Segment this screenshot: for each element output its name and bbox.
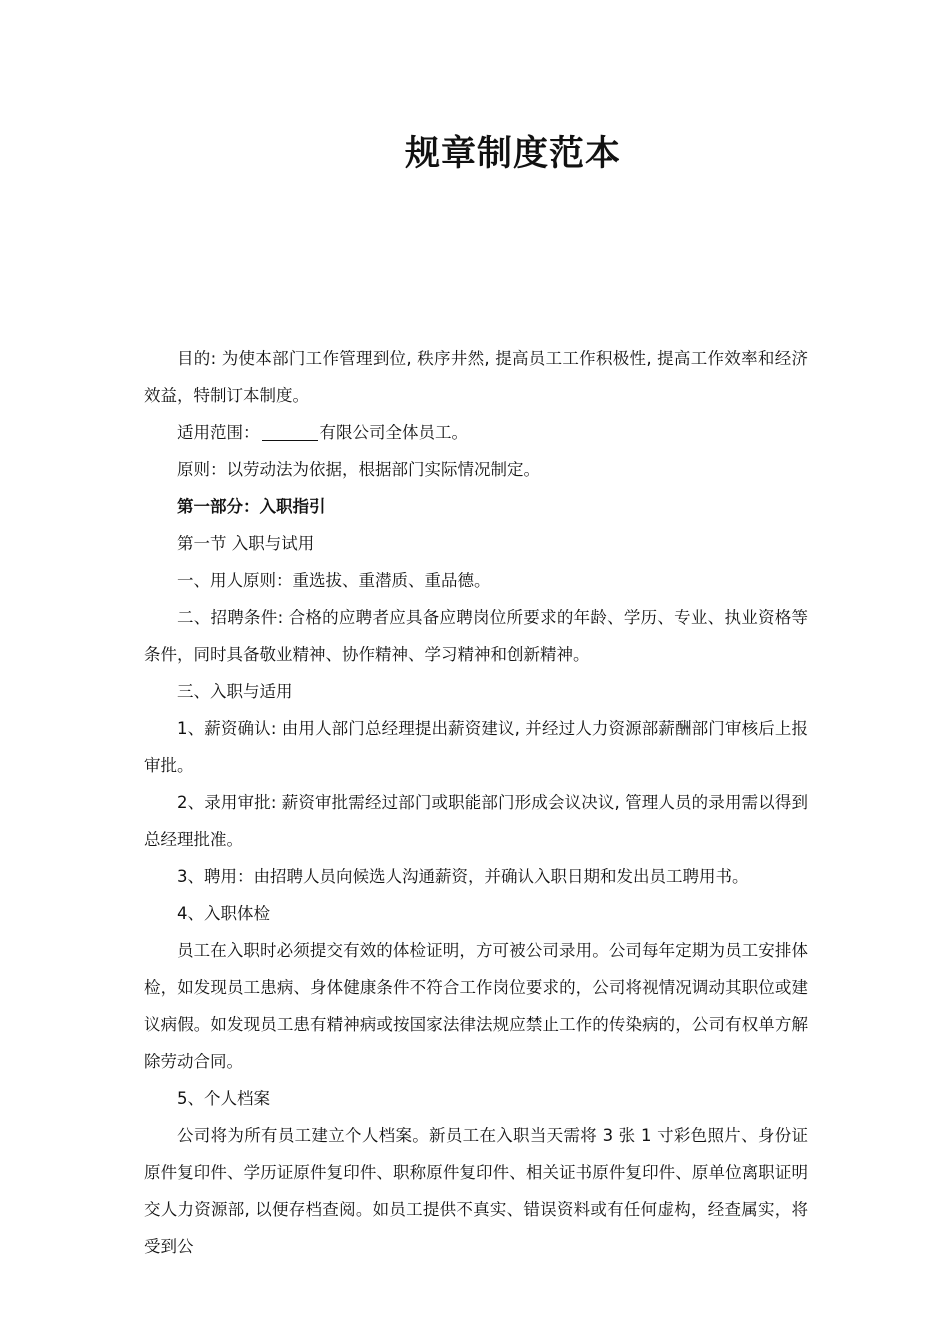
section1-heading: 第一节 入职与试用 bbox=[177, 534, 315, 553]
scope-suffix: 有限公司全体员工。 bbox=[319, 423, 468, 442]
purpose-paragraph: 目的: 为使本部门工作管理到位, 秩序井然, 提高员工工作积极性, 提高工作效率和经济效益，特制订本制度。 bbox=[144, 349, 808, 405]
scope-paragraph bbox=[144, 414, 808, 451]
sub-personal-file: 5、个人档案 bbox=[177, 1089, 270, 1108]
item-onboarding: 三、入职与适用 bbox=[177, 682, 293, 701]
sub-medical-exam: 4、入职体检 bbox=[177, 904, 270, 923]
company-name-blank bbox=[262, 422, 318, 441]
item-hiring-principle: 一、用人原则：重选拔、重潜质、重品德。 bbox=[177, 571, 491, 590]
principle-paragraph: 原则：以劳动法为依据，根据部门实际情况制定。 bbox=[177, 460, 540, 479]
item-recruitment-conditions: 二、招聘条件: 合格的应聘者应具备应聘岗位所要求的年龄、学历、专业、执业资格等条件，同时具备敬业精神、协作精神、学习精神和创新精神。 bbox=[144, 608, 808, 664]
medical-exam-body: 员工在入职时必须提交有效的体检证明，方可被公司录用。公司每年定期为员工安排体检，如发现员工患病、身体健康条件不符合工作岗位要求的，公司将视情况调动其职位或建议病假。如发现员工患有精神病或按国家法律法规应禁止工作的传染病的，公司有权单方解除劳动合同。 bbox=[144, 941, 808, 1071]
sub-hiring-approval: 2、录用审批: 薪资审批需经过部门或职能部门形成会议决议, 管理人员的录用需以得到总经理批准。 bbox=[144, 793, 808, 849]
document-body bbox=[144, 340, 808, 1265]
part1-heading: 第一部分：入职指引 bbox=[177, 497, 326, 516]
sub-employment: 3、聘用：由招聘人员向候选人沟通薪资，并确认入职日期和发出员工聘用书。 bbox=[177, 867, 749, 886]
personal-file-body: 公司将为所有员工建立个人档案。新员工在入职当天需将 3 张 1 寸彩色照片、身份证原件复印件、学历证原件复印件、职称原件复印件、相关证书原件复印件、原单位离职证明交人力资源部, 以便存档查阅。如员工提供不真实、错误资料或有任何虚构，经查属实，将受到公 bbox=[144, 1126, 808, 1256]
document-title: 规章制度范本 bbox=[404, 134, 621, 174]
scope-prefix: 适用范围： bbox=[177, 423, 260, 442]
sub-salary-confirmation: 1、薪资确认: 由用人部门总经理提出薪资建议, 并经过人力资源部薪酬部门审核后上报审批。 bbox=[144, 719, 808, 775]
